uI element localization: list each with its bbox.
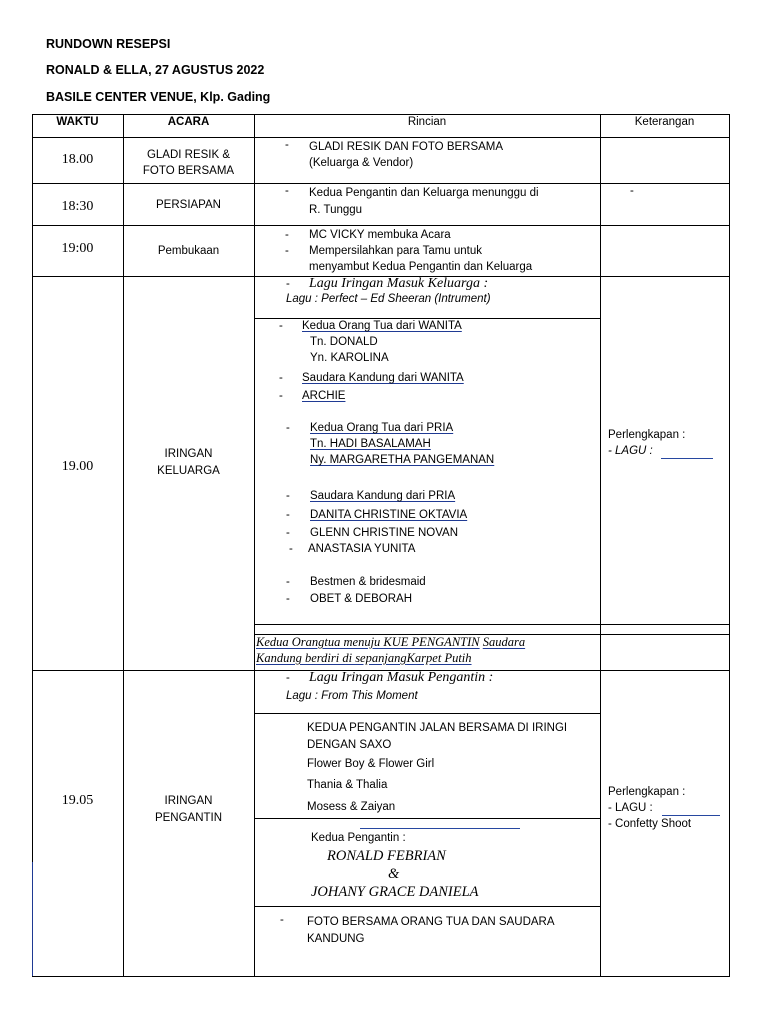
dash: - (286, 672, 290, 684)
acara-cell (123, 147, 254, 179)
time-cell: 18.00 (61, 152, 94, 167)
grid-line (32, 976, 730, 977)
dash: - (280, 914, 284, 926)
note-line: Kedua Orangtua menuju KUE PENGANTIN Saudara (256, 635, 526, 649)
blank-line (661, 458, 713, 459)
dash: - (285, 185, 289, 197)
dash: - (286, 509, 290, 521)
list-item: Kedua Orang Tua dari WANITA (302, 320, 462, 332)
keterangan-label: Perlengkapan : (608, 786, 686, 798)
grid-line (32, 862, 33, 976)
grid-line (254, 318, 601, 319)
acara-cell (123, 793, 254, 827)
grid-line (600, 114, 601, 976)
list-item: Flower Boy & Flower Girl (307, 758, 435, 770)
grid-line (123, 114, 124, 976)
list-item: Mosess & Zaiyan (307, 801, 396, 813)
list-item: Yn. KAROLINA (310, 352, 389, 364)
rincian-text (309, 185, 539, 219)
dash: - - (285, 229, 289, 257)
time-cell: 19.05 (61, 793, 94, 808)
blank-line (360, 828, 520, 829)
list-item: OBET & DEBORAH (310, 593, 413, 605)
bride-name: JOHANY GRACE DANIELA (311, 884, 479, 900)
rincian-text (309, 139, 503, 171)
groom-name: RONALD FEBRIAN (327, 848, 446, 864)
grid-line (32, 137, 730, 138)
list-item: GLENN CHRISTINE NOVAN (310, 527, 459, 539)
grid-line (254, 114, 255, 976)
dash: - (279, 372, 283, 384)
lagu-title: Lagu Iringan Masuk Pengantin : (309, 670, 494, 685)
grid-line (729, 114, 730, 976)
rincian-line: MC VICKY membuka Acara (309, 229, 451, 241)
dash: - (286, 576, 290, 588)
grid-line (32, 276, 33, 863)
doc-venue: BASILE CENTER VENUE, Klp. Gading (46, 90, 271, 104)
col-header-acara: ACARA (167, 116, 210, 128)
keterangan-label: Perlengkapan : (608, 429, 686, 441)
transition-note (256, 634, 525, 666)
grid-line (32, 114, 730, 115)
acara-line: GLADI RESIK & (146, 149, 231, 161)
rincian-line: GLADI RESIK DAN FOTO BERSAMA (309, 141, 504, 153)
note-line: Kandung berdiri di sepanjangKarpet Putih (256, 651, 472, 665)
lagu-info: Lagu : From This Moment (286, 690, 418, 702)
rincian-text (309, 227, 532, 275)
dash: - (286, 490, 290, 502)
ampersand: & (388, 866, 400, 882)
time-cell: 19:00 (61, 241, 94, 256)
dash: - (286, 527, 290, 539)
acara-line: FOTO BERSAMA (142, 165, 235, 177)
rincian-line: Kedua Pengantin dan Keluarga menunggu di (309, 187, 539, 199)
list-item: Thania & Thalia (307, 779, 388, 791)
doc-title: RUNDOWN RESEPSI (46, 37, 171, 51)
acara-line: PENGANTIN (154, 812, 223, 824)
grid-line (254, 624, 730, 625)
rincian-line: menyambut Kedua Pengantin dan Keluarga (309, 261, 533, 273)
list-item: Tn. DONALD (310, 336, 378, 348)
grid-line (254, 818, 601, 819)
lagu-title: Lagu Iringan Masuk Keluarga : (309, 276, 489, 291)
list-item: DANITA CHRISTINE OKTAVIA (310, 509, 468, 521)
rincian-line: DENGAN SAXO (307, 739, 392, 751)
keterangan-lagu: - LAGU : (608, 445, 653, 457)
acara-cell (123, 446, 254, 480)
lagu-info: Lagu : Perfect – Ed Sheeran (Intrument) (286, 293, 491, 305)
grid-line (254, 713, 601, 714)
list-item: Tn. HADI BASALAMAH (310, 438, 431, 450)
list-item: ANASTASIA YUNITA (308, 543, 416, 555)
dash: - (286, 278, 290, 290)
acara-line: IRINGAN (164, 795, 213, 807)
grid-line (254, 906, 601, 907)
keterangan-lagu: - LAGU : (608, 802, 653, 814)
grid-line (32, 225, 730, 226)
acara-cell: PERSIAPAN (156, 199, 221, 211)
dash: - (285, 139, 289, 151)
list-item: Saudara Kandung dari WANITA (302, 372, 464, 384)
col-header-rincian: Rincian (407, 116, 447, 128)
dash: - (286, 422, 290, 434)
list-item: Ny. MARGARETHA PANGEMANAN (310, 454, 495, 466)
keterangan-cell: - (630, 185, 634, 197)
rincian-line: KANDUNG (307, 933, 365, 945)
list-item: ARCHIE (302, 390, 346, 402)
list-item: Bestmen & bridesmaid (310, 576, 426, 588)
grid-line (32, 183, 730, 184)
time-cell: 18:30 (61, 199, 94, 214)
dash: - (289, 543, 293, 555)
keterangan-confetti: - Confetty Shoot (608, 818, 692, 830)
rincian-line: FOTO BERSAMA ORANG TUA DAN SAUDARA (307, 916, 555, 928)
blank-line (662, 815, 720, 816)
dash: - (279, 320, 283, 332)
rincian-text (307, 914, 555, 948)
rincian-line: KEDUA PENGANTIN JALAN BERSAMA DI IRINGI (307, 722, 568, 734)
dash: - (279, 390, 283, 402)
acara-cell: Pembukaan (157, 245, 220, 257)
rincian-line: (Keluarga & Vendor) (309, 157, 414, 169)
acara-line: IRINGAN (164, 448, 213, 460)
list-item: Saudara Kandung dari PRIA (310, 490, 456, 502)
col-header-keterangan: Keterangan (634, 116, 695, 128)
doc-couple-date: RONALD & ELLA, 27 AGUSTUS 2022 (46, 63, 265, 77)
rincian-line: R. Tunggu (309, 204, 363, 216)
rincian-text (307, 720, 567, 754)
list-item: Kedua Orang Tua dari PRIA (310, 422, 454, 434)
dash: - (286, 593, 290, 605)
rincian-line: Mempersilahkan para Tamu untuk (309, 245, 483, 257)
acara-line: KELUARGA (157, 465, 220, 477)
time-cell: 19.00 (61, 459, 94, 474)
kedua-pengantin-label: Kedua Pengantin : (311, 832, 406, 844)
col-header-waktu: WAKTU (56, 116, 99, 128)
